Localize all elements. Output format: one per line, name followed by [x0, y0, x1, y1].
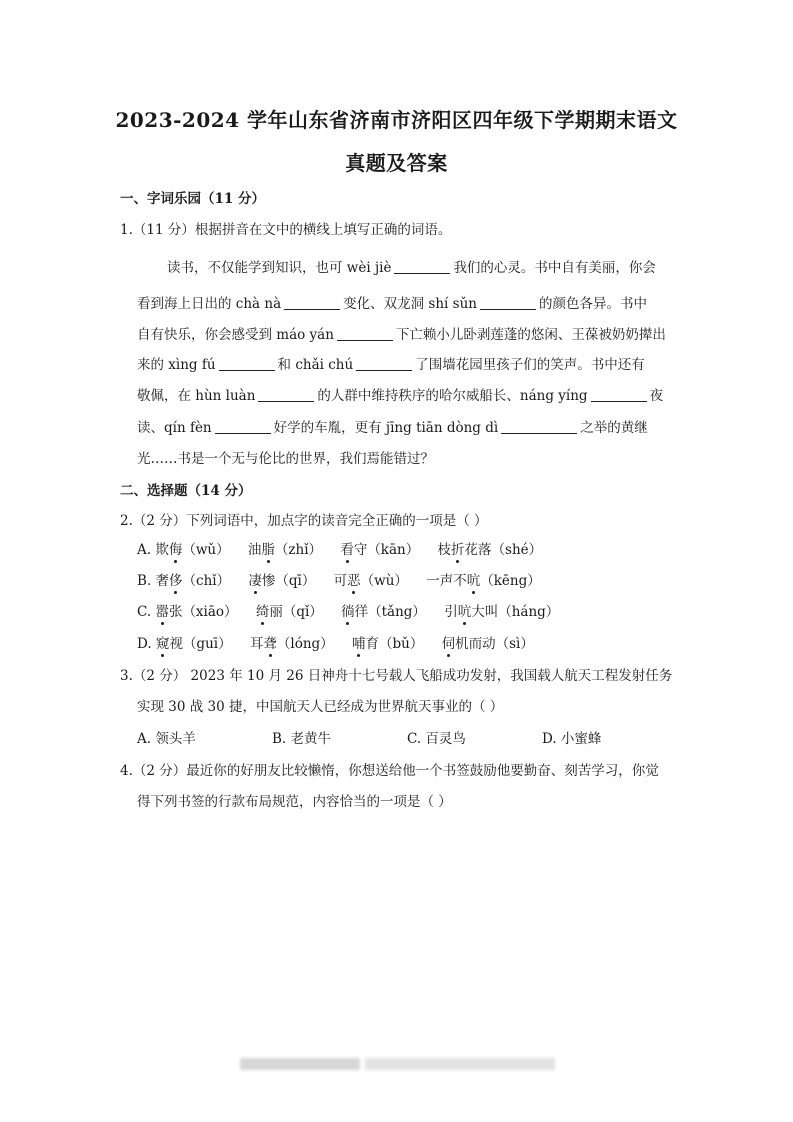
- option-label: B.: [137, 573, 152, 589]
- section2-heading: 二、选择题（14 分）: [120, 483, 252, 499]
- option-word: 欺侮（wǔ）: [155, 542, 230, 558]
- q1-text: 好学的车胤，更有 jīng tiān dòng dì: [273, 420, 499, 436]
- q2-option-a[interactable]: [137, 538, 556, 558]
- q1-text: 夜: [649, 388, 664, 404]
- q1-text: 我们的心灵。书中自有美丽，你会: [453, 260, 656, 276]
- answer-blank[interactable]: [215, 419, 271, 434]
- option-label: C.: [137, 604, 152, 620]
- answer-blank[interactable]: [258, 387, 314, 402]
- answer-blank[interactable]: [501, 419, 577, 434]
- blurred-footer-watermark: [365, 1058, 555, 1070]
- option-word: 一声不吭（kēng）: [426, 573, 541, 589]
- q1-paragraph-line7: 光……书是一个无与伦比的世界，我们焉能错过？: [137, 451, 434, 467]
- answer-blank[interactable]: [284, 295, 340, 310]
- q1-text: 变化、双龙洞 shí sǔn: [343, 296, 477, 312]
- section1-heading: 一、字词乐园（11 分）: [120, 191, 265, 207]
- q1-text: 下亡赖小儿卧剥莲蓬的悠闲、王葆被奶奶撵出: [395, 327, 666, 343]
- answer-blank[interactable]: [219, 356, 275, 371]
- q4-prompt-line1: 4.（2 分）最近你的好朋友比较懒惰，你想送给他一个书签鼓励他要勤奋、刻苦学习，你觉: [120, 763, 659, 779]
- page-title-line1: 2023-2024 学年山东省济南市济阳区四年级下学期期末语文: [115, 108, 678, 132]
- q3-option-b[interactable]: B. 老黄牛: [272, 731, 332, 747]
- q1-paragraph-line6: [137, 416, 648, 436]
- option-word: 凄惨（qī）: [248, 573, 316, 589]
- q1-text: 和 chǎi chú: [277, 357, 354, 373]
- blurred-footer-watermark: [240, 1058, 360, 1070]
- q4-prompt-line2: 得下列书签的行款布局规范，内容恰当的一项是（ ）: [137, 794, 452, 810]
- option-word: 引吭大叫（háng）: [444, 604, 560, 620]
- q2-option-d[interactable]: [137, 632, 548, 652]
- q1-paragraph-line5: [137, 384, 663, 404]
- q1-text: 读书，不仅能学到知识，也可 wèi jiè: [167, 260, 392, 276]
- q1-paragraph-line2: [137, 292, 647, 312]
- option-word: 看守（kān）: [340, 542, 420, 558]
- q3-prompt-line1: 3.（2 分） 2023 年 10 月 26 日神舟十七号载人飞船成功发射，我国载人航天工程发射任务: [120, 668, 673, 684]
- q1-paragraph-line1: [167, 256, 656, 276]
- q1-text: 之举的黄继: [580, 420, 648, 436]
- q1-text: 敬佩，在 hùn luàn: [137, 388, 256, 404]
- answer-blank[interactable]: [591, 387, 647, 402]
- q1-text: 自有快乐，你会感受到 máo yán: [137, 327, 334, 343]
- q2-option-c[interactable]: [137, 600, 573, 620]
- q3-option-d[interactable]: D. 小蜜蜂: [542, 731, 602, 747]
- page-title-line2: 真题及答案: [345, 151, 448, 175]
- option-word: 徜徉（tǎng）: [341, 604, 426, 620]
- q3-options: [137, 727, 677, 747]
- q1-prompt: 1.（11 分）根据拼音在文中的横线上填写正确的词语。: [120, 222, 452, 238]
- option-word: 伺机而动（sì）: [441, 636, 534, 652]
- option-word: 绮丽（qǐ）: [255, 604, 323, 620]
- q1-text: 的人群中维持秩序的哈尔威船长、náng yíng: [317, 388, 588, 404]
- option-word: 油脂（zhǐ）: [247, 542, 323, 558]
- option-label: D.: [137, 636, 152, 652]
- answer-blank[interactable]: [394, 259, 450, 274]
- option-word: 哺育（bǔ）: [351, 636, 424, 652]
- answer-blank[interactable]: [480, 295, 536, 310]
- option-word: 枝折花落（shé）: [437, 542, 543, 558]
- q2-option-b[interactable]: [137, 569, 555, 589]
- q1-text: 的颜色各异。书中: [538, 296, 647, 312]
- q1-paragraph-line4: [137, 353, 645, 373]
- q3-prompt-line2: 实现 30 战 30 捷，中国航天人已经成为世界航天事业的（ ）: [137, 699, 504, 715]
- q1-paragraph-line3: [137, 323, 666, 343]
- option-word: 嚣张（xiāo）: [155, 604, 238, 620]
- option-word: 奢侈（chǐ）: [155, 573, 231, 589]
- answer-blank[interactable]: [337, 326, 393, 341]
- q1-text: 读、qín fèn: [137, 420, 212, 436]
- q2-prompt: 2.（2 分）下列词语中，加点字的读音完全正确的一项是（ ）: [120, 513, 488, 529]
- q3-option-c[interactable]: C. 百灵鸟: [407, 731, 466, 747]
- q1-text: 了围墙花园里孩子们的笑声。书中还有: [415, 357, 645, 373]
- q1-text: 看到海上日出的 chà nà: [137, 296, 282, 312]
- option-word: 窥视（guī）: [155, 636, 232, 652]
- q1-text: 来的 xìng fú: [137, 357, 216, 373]
- option-label: A.: [137, 542, 152, 558]
- q3-option-a[interactable]: A. 领头羊: [137, 731, 196, 747]
- option-word: 可恶（wù）: [333, 573, 408, 589]
- option-word: 耳聋（lóng）: [249, 636, 334, 652]
- answer-blank[interactable]: [356, 356, 412, 371]
